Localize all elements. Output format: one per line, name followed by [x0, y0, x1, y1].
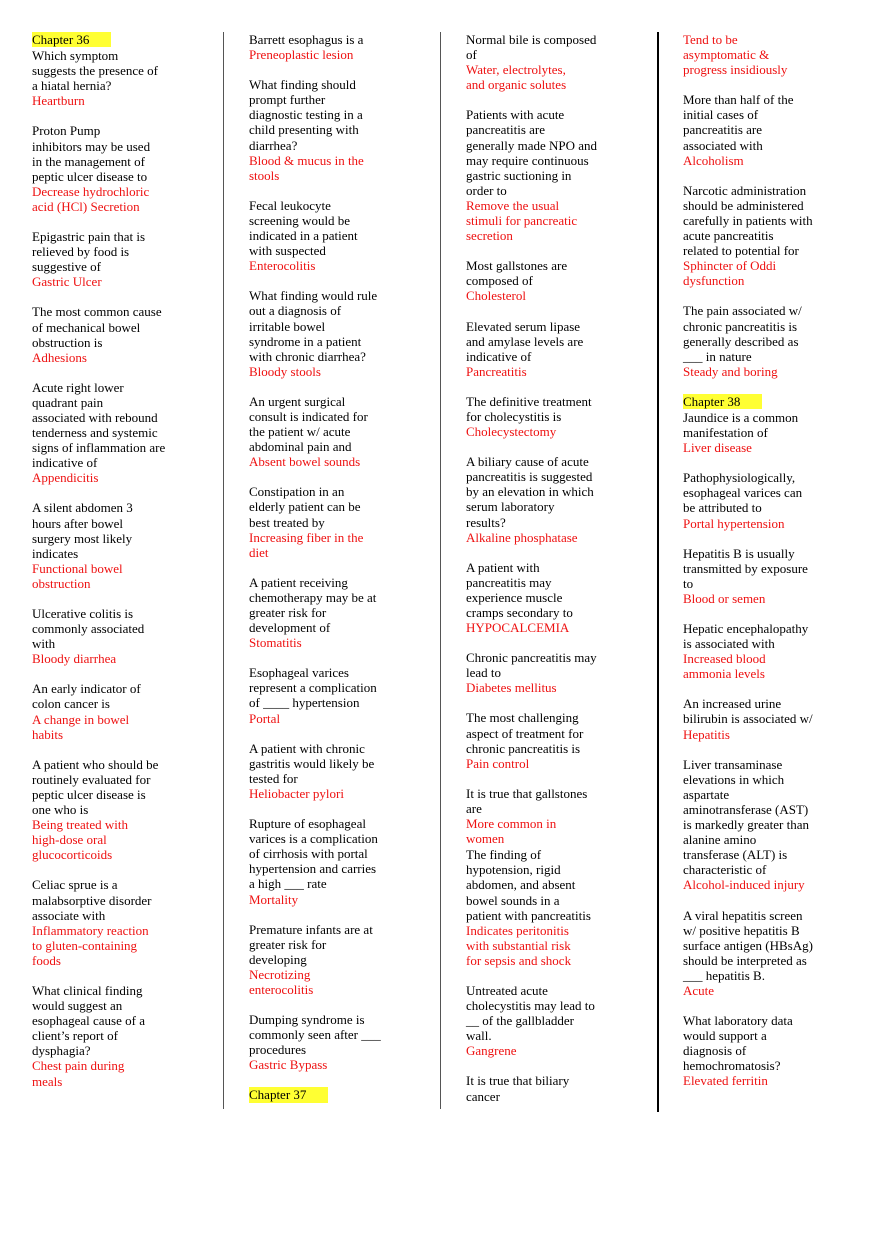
- column-2: [249, 32, 429, 1104]
- qa-item: [249, 484, 429, 559]
- question: Patients with acute pancreatitis are generally made NPO and may require continuous gastric suctioning in order to: [466, 107, 598, 198]
- question: A biliary cause of acute pancreatitis is suggested by an elevation in which serum laboratory results?: [466, 454, 594, 530]
- answer: Increased blood ammonia levels: [683, 651, 766, 682]
- question: Premature infants are at greater risk for developing: [249, 921, 373, 967]
- answer: Elevated ferritin: [683, 1073, 768, 1089]
- qa-item: [32, 304, 212, 364]
- column-divider: [440, 32, 441, 1109]
- qa-item: [466, 319, 646, 379]
- question: The finding of hypotension, rigid abdomen, and absent bowel sounds in a patient with pancreatitis: [466, 847, 591, 923]
- chapter-heading: Chapter 36: [32, 32, 111, 47]
- qa-item: [683, 92, 863, 167]
- qa-item: [683, 621, 863, 681]
- answer: Enterocolitis: [249, 258, 316, 274]
- qa-item: [466, 650, 646, 695]
- qa-item: [683, 183, 863, 289]
- column-4: [683, 32, 863, 1104]
- question: A patient with chronic gastritis would likely be tested for: [249, 740, 375, 786]
- answer: Heartburn: [32, 93, 85, 109]
- answer: Sphincter of Oddi dysfunction: [683, 258, 777, 289]
- answer: Functional bowel obstruction: [32, 560, 123, 591]
- question: The pain associated w/ chronic pancreatitis is generally described as ___ in nature: [683, 303, 802, 364]
- qa-item: [32, 500, 212, 591]
- question: An increased urine bilirubin is associated w/: [683, 696, 813, 727]
- question: Which symptom suggests the presence of a hiatal hernia?: [32, 48, 158, 94]
- question: Proton Pump inhibitors may be used in the management of peptic ulcer disease to: [32, 123, 151, 184]
- qa-item: [249, 741, 429, 801]
- qa-item: [32, 48, 212, 108]
- qa-item: [32, 606, 212, 666]
- answer: Remove the usual stimuli for pancreatic secretion: [466, 197, 578, 244]
- question: Dumping syndrome is commonly seen after ___ procedures: [249, 1012, 381, 1058]
- answer: Alkaline phosphatase: [466, 529, 578, 545]
- column-divider: [657, 32, 659, 1112]
- qa-item: [249, 32, 429, 62]
- answer: Hepatitis: [683, 726, 730, 742]
- qa-item: [466, 258, 646, 303]
- answer: Portal: [249, 710, 281, 726]
- question: A silent abdomen 3 hours after bowel surgery most likely indicates: [32, 500, 133, 561]
- question: Narcotic administration should be administered carefully in patients with acute pancreatitis related to potential for: [683, 182, 813, 259]
- qa-item: [466, 847, 646, 968]
- qa-item: [32, 123, 212, 214]
- answer: Pancreatitis: [466, 363, 527, 379]
- question: It is true that biliary cancer: [466, 1073, 570, 1104]
- answer: Stomatitis: [249, 635, 302, 651]
- qa-item: [32, 380, 212, 486]
- answer: Portal hypertension: [683, 515, 785, 531]
- qa-item: [683, 546, 863, 606]
- qa-item: [249, 575, 429, 650]
- answer: Water, electrolytes, and organic solutes: [466, 62, 567, 93]
- qa-item: [466, 983, 646, 1058]
- qa-item: [466, 786, 646, 846]
- question: Celiac sprue is a malabsorptive disorder associate with: [32, 877, 152, 923]
- question: What laboratory data would support a diagnosis of hemochromatosis?: [683, 1013, 793, 1074]
- question: Untreated acute cholecystitis may lead to __ of the gallbladder wall.: [466, 982, 595, 1044]
- qa-item: [249, 394, 429, 469]
- qa-item: [683, 303, 863, 378]
- question: Liver transaminase elevations in which aspartate aminotransferase (AST) is markedly greater than alanine amino transferase (ALT) is characteristic of: [683, 756, 809, 878]
- answer: Steady and boring: [683, 363, 778, 379]
- qa-item-continued: [683, 32, 863, 77]
- question: What finding would rule out a diagnosis of irritable bowel syndrome in a patient with chronic diarrhea?: [249, 288, 378, 364]
- qa-item: [683, 410, 863, 455]
- qa-item: [683, 696, 863, 741]
- question: Hepatic encephalopathy is associated with: [683, 621, 809, 652]
- column-1: [32, 32, 212, 1104]
- column-3: [466, 32, 646, 1119]
- answer: A change in bowel habits: [32, 711, 130, 742]
- qa-item: [32, 229, 212, 289]
- question: It is true that gallstones are: [466, 785, 588, 816]
- question: A viral hepatitis screen w/ positive hepatitis B surface antigen (HBsAg) should be interpreted as ___ hepatitis B.: [683, 907, 813, 983]
- question: Jaundice is a common manifestation of: [683, 409, 799, 441]
- answer: Blood & mucus in the stools: [249, 152, 364, 183]
- question: Chronic pancreatitis may lead to: [466, 650, 597, 681]
- answer: Gastric Ulcer: [32, 274, 102, 290]
- answer: Tend to be asymptomatic & progress insidiously: [683, 32, 788, 78]
- question: Most gallstones are composed of: [466, 258, 568, 289]
- qa-item: [249, 1012, 429, 1072]
- answer: Increasing fiber in the diet: [249, 529, 364, 560]
- question: The most common cause of mechanical bowel obstruction is: [32, 304, 162, 350]
- question: Constipation in an elderly patient can be best treated by: [249, 484, 361, 530]
- qa-item: [466, 107, 646, 243]
- question: The definitive treatment for cholecystitis is: [466, 393, 592, 424]
- qa-item: [249, 198, 429, 273]
- answer: Inflammatory reaction to gluten-containing foods: [32, 922, 149, 968]
- question: Epigastric pain that is relieved by food is suggestive of: [32, 229, 146, 275]
- answer: More common in women: [466, 816, 557, 847]
- question: Esophageal varices represent a complication of ____ hypertension: [249, 665, 377, 711]
- answer: Cholecystectomy: [466, 424, 557, 440]
- answer: Alcohol-induced injury: [683, 877, 805, 893]
- qa-item: [249, 77, 429, 183]
- answer: Decrease hydrochloric acid (HCl) Secretion: [32, 183, 150, 214]
- answer: Mortality: [249, 891, 299, 907]
- question: Barrett esophagus is a: [249, 32, 364, 47]
- question: Rupture of esophageal varices is a complication of cirrhosis with portal hypertension and carries a high ___ rate: [249, 816, 378, 892]
- qa-item: [249, 665, 429, 725]
- question: Fecal leukocyte screening would be indicated in a patient with suspected: [249, 197, 358, 259]
- answer: Heliobacter pylori: [249, 785, 344, 801]
- question: An urgent surgical consult is indicated for the patient w/ acute abdominal pain and: [249, 393, 368, 455]
- qa-item: [466, 454, 646, 545]
- answer: Being treated with high-dose oral glucocorticoids: [32, 817, 129, 863]
- chapter-heading: Chapter 37: [249, 1087, 328, 1102]
- answer: Gangrene: [466, 1043, 517, 1059]
- question: Acute right lower quadrant pain associated with rebound tenderness and systemic signs of inflammation are indicative of: [32, 379, 166, 471]
- question: An early indicator of colon cancer is: [32, 681, 141, 712]
- answer: HYPOCALCEMIA: [466, 620, 570, 636]
- answer: Necrotizing enterocolitis: [249, 966, 314, 997]
- qa-item: [249, 288, 429, 379]
- qa-item: [466, 394, 646, 439]
- answer: Pain control: [466, 755, 530, 771]
- chapter-heading: Chapter 38: [683, 394, 762, 409]
- question: Hepatitis B is usually transmitted by exposure to: [683, 545, 808, 591]
- qa-item: [683, 757, 863, 893]
- qa-item: [32, 983, 212, 1089]
- qa-item: [466, 32, 646, 92]
- answer: Bloody diarrhea: [32, 651, 117, 667]
- answer: Acute: [683, 982, 715, 998]
- question: More than half of the initial cases of pancreatitis are associated with: [683, 92, 794, 153]
- qa-item: [683, 1013, 863, 1088]
- qa-item: [466, 560, 646, 635]
- answer: Preneoplastic lesion: [249, 47, 354, 63]
- question: Ulcerative colitis is commonly associated with: [32, 606, 145, 652]
- question: A patient receiving chemotherapy may be at greater risk for development of: [249, 574, 377, 636]
- answer: Appendicitis: [32, 470, 99, 486]
- qa-item: [249, 922, 429, 997]
- question: A patient who should be routinely evaluated for peptic ulcer disease is one who is: [32, 756, 159, 818]
- answer: Liver disease: [683, 440, 752, 456]
- answer: Gastric Bypass: [249, 1057, 328, 1073]
- answer: Bloody stools: [249, 363, 321, 379]
- qa-item: [683, 908, 863, 999]
- answer: Alcoholism: [683, 152, 744, 168]
- answer: Diabetes mellitus: [466, 680, 557, 696]
- qa-item: [683, 470, 863, 530]
- qa-item: [466, 710, 646, 770]
- question: What clinical finding would suggest an esophageal cause of a client’s report of dysphagia?: [32, 982, 145, 1059]
- answer: Adhesions: [32, 349, 87, 365]
- qa-item: [32, 681, 212, 741]
- question: Pathophysiologically, esophageal varices can be attributed to: [683, 470, 803, 516]
- column-divider: [223, 32, 224, 1109]
- answer: Indicates peritonitis with substantial risk for sepsis and shock: [466, 922, 572, 968]
- question: What finding should prompt further diagnostic testing in a child presenting with diarrhea?: [249, 77, 363, 153]
- answer: Chest pain during meals: [32, 1058, 125, 1089]
- question: Elevated serum lipase and amylase levels are indicative of: [466, 318, 584, 364]
- question: Normal bile is composed of: [466, 32, 597, 63]
- question: A patient with pancreatitis may experience muscle cramps secondary to: [466, 559, 573, 620]
- qa-item: [249, 816, 429, 907]
- question: The most challenging aspect of treatment for chronic pancreatitis is: [466, 710, 584, 756]
- answer: Blood or semen: [683, 590, 766, 606]
- answer: Absent bowel sounds: [249, 454, 361, 470]
- answer: Cholesterol: [466, 288, 526, 304]
- qa-item: [466, 1073, 646, 1103]
- qa-item: [32, 877, 212, 968]
- qa-item: [32, 757, 212, 863]
